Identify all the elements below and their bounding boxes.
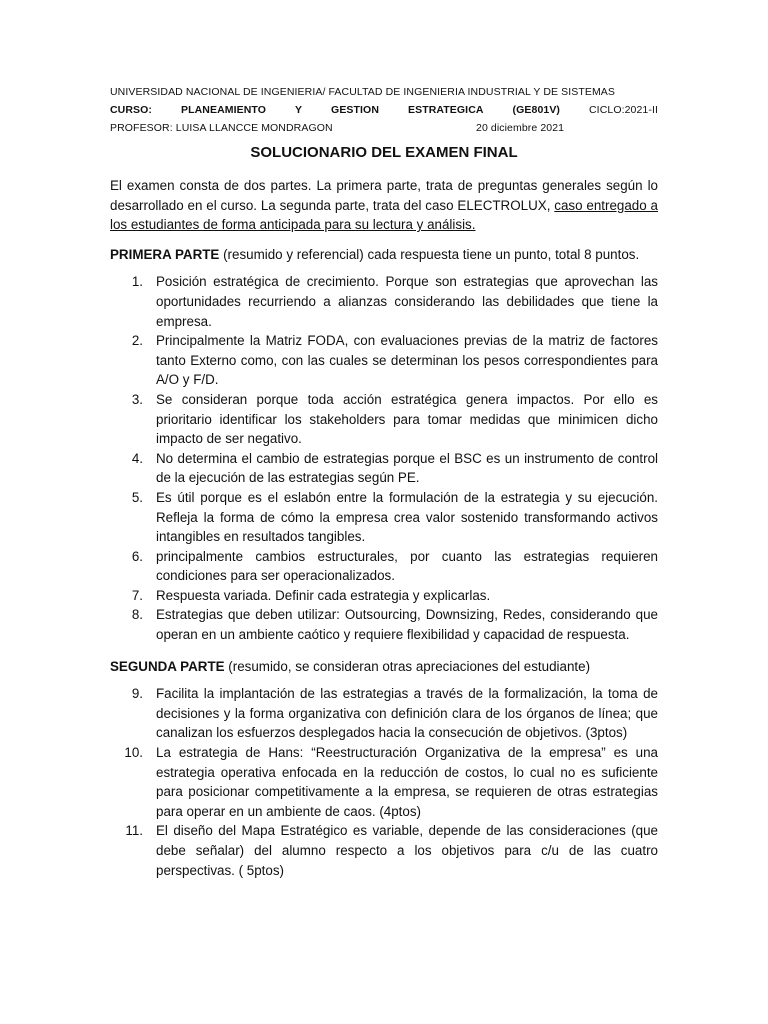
list-item [110, 684, 658, 743]
list-item [110, 331, 658, 390]
item-number: 3. [131, 391, 143, 407]
item-number: 2. [131, 333, 143, 349]
list-item [110, 390, 658, 449]
item-text: Estrategias que deben utilizar: Outsourcing, Downsizing, Redes, considerando que operan en un ambiente caótico y requiere flexibilidad y capacidad de respuesta. [156, 607, 658, 643]
course-word-3: GESTION [331, 104, 380, 116]
intro-paragraph [110, 176, 658, 235]
cycle: CICLO:2021-II [589, 104, 658, 116]
exam-date: 20 diciembre 2021 [476, 122, 565, 134]
document-body [110, 176, 658, 892]
item-text: Principalmente la Matriz FODA, con evaluaciones previas de la matriz de factores tanto Externo como, con las cuales se determinan los pesos correspondientes para A/O y F/D. [156, 333, 658, 388]
item-number: 10. [124, 745, 143, 761]
item-text: Respuesta variada. Definir cada estrategia y explicarlas. [156, 587, 491, 603]
intro-underlined-text: caso entregado a los estudiantes de forma anticipada para su lectura y análisis. [110, 197, 658, 233]
course-line [110, 101, 658, 119]
course-label: CURSO: [110, 104, 153, 116]
part1-list [110, 272, 658, 644]
item-number: 5. [131, 489, 143, 505]
list-item [110, 586, 658, 606]
list-item [110, 605, 658, 644]
part1-description: (resumido y referencial) cada respuesta tiene un punto, total 8 puntos. [219, 246, 640, 262]
item-text: Es útil porque es el eslabón entre la formulación de la estrategia y su ejecución. Refleja la forma de cómo la empresa crea valor sostenido transformando activos intangibles en resultados tangibles. [156, 489, 658, 545]
part2-label: SEGUNDA PARTE [110, 658, 225, 674]
part1-label: PRIMERA PARTE [110, 246, 220, 262]
page-title: SOLUCIONARIO DEL EXAMEN FINAL [250, 144, 518, 161]
list-item [110, 272, 658, 331]
part1-heading [110, 245, 658, 265]
list-item [110, 547, 658, 586]
intro-text: El examen consta de dos partes. La primera parte, trata de preguntas generales según lo desarrollado en el curso. La segunda parte, trata del caso ELECTROLUX, [110, 178, 658, 213]
course-word-2: Y [294, 104, 303, 116]
item-text: principalmente cambios estructurales, por cuanto las estrategias requieren condiciones para ser operacionalizados. [156, 548, 658, 584]
part2-description: (resumido, se consideran otras apreciaciones del estudiante) [224, 658, 591, 674]
item-text: Posición estratégica de crecimiento. Porque son estrategias que aprovechan las oportunidades recurriendo a alianzas considerando las debilidades que tiene la empresa. [156, 274, 658, 329]
professor-line [110, 119, 658, 137]
item-number: 7. [131, 587, 143, 603]
list-item [110, 449, 658, 488]
item-text: El diseño del Mapa Estratégico es variable, depende de las consideraciones (que debe señalar) del alumno respecto a los objetivos para c/u de las cuatro perspectivas. ( 5ptos) [156, 823, 658, 878]
item-text: Se consideran porque toda acción estratégica genera impactos. Por ello es prioritario identificar los stakeholders para tomar medidas que minimicen dicho impacto de ser negativo. [156, 391, 658, 447]
part2-heading [110, 657, 658, 677]
course-word-1: PLANEAMIENTO [180, 104, 266, 116]
item-number: 1. [131, 274, 143, 290]
list-item [110, 743, 658, 821]
item-number: 4. [131, 450, 143, 466]
item-number: 9. [131, 686, 143, 702]
university-header: UNIVERSIDAD NACIONAL DE INGENIERIA/ FACULTAD DE INGENIERIA INDUSTRIAL Y DE SISTEMAS [110, 86, 616, 98]
part2-list [110, 684, 658, 880]
item-number: 11. [125, 823, 143, 839]
item-number: 6. [131, 548, 143, 564]
item-text: Facilita la implantación de las estrategias a través de la formalización, la toma de decisiones y la forma organizativa con definición clara de los órganos de línea; que canalizan los esfuerzos desplegados hacia la consecución de objetivos. (3ptos) [156, 686, 658, 741]
course-word-4: ESTRATEGICA [407, 104, 484, 116]
item-text: La estrategia de Hans: “Reestructuración Organizativa de la empresa” es una estrategia operativa enfocada en la reducción de costos, lo cual no es suficiente para posicionar competitivamente a la empresa, se requieren de otras estrategias para operar en un ambiente de caos. (4ptos) [156, 745, 658, 819]
professor: PROFESOR: LUISA LLANCCE MONDRAGON [110, 122, 333, 134]
course-code: (GE801V) [512, 104, 561, 116]
list-item [110, 488, 658, 547]
item-text: No determina el cambio de estrategias porque el BSC es un instrumento de control de la ejecución de las estrategias según PE. [156, 450, 658, 486]
list-item [110, 821, 658, 880]
item-number: 8. [131, 607, 143, 623]
